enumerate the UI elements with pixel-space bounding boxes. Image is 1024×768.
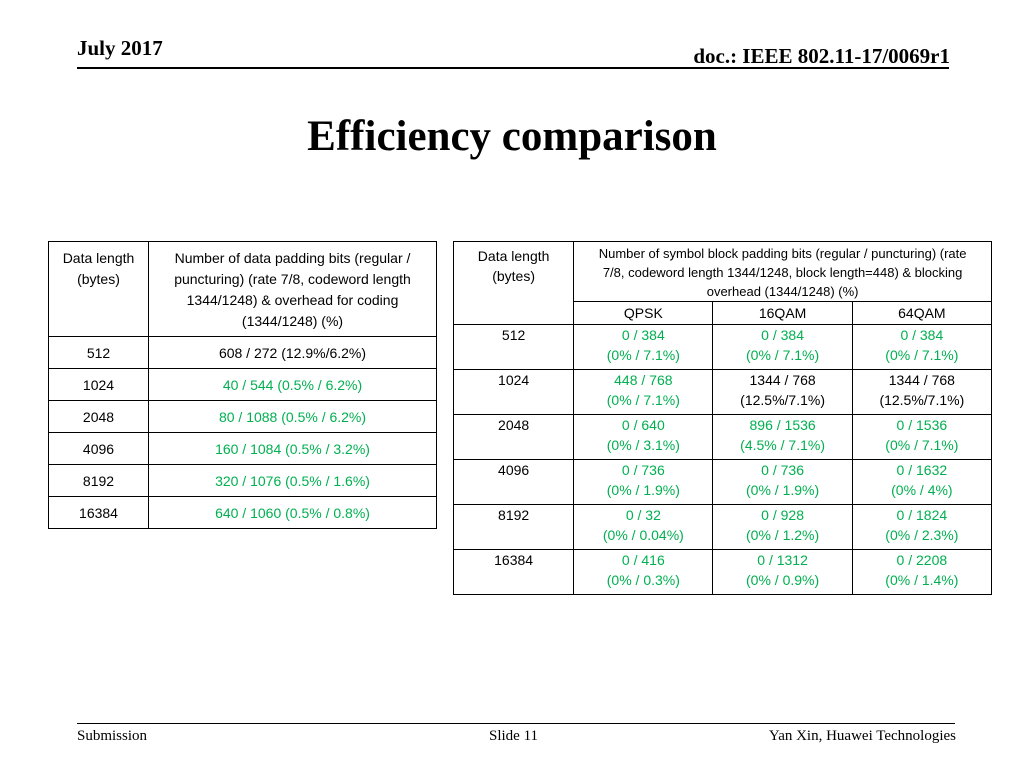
qpsk-cell [574,325,713,370]
64qam-cell [852,505,991,550]
header-qpsk: QPSK [574,302,713,325]
padding-bits: 0 / 1824 [896,507,948,523]
16qam-cell [713,460,852,505]
footer-slide-number: Slide 11 [489,728,539,744]
16qam-cell [713,505,852,550]
padding-bits: 0 / 1536 [896,417,948,433]
padding-bits: 0 / 736 [761,462,804,478]
data-length-cell: 4096 [49,433,149,465]
padding-value-cell: 40 / 544 (0.5% / 6.2%) [149,369,437,401]
data-length-cell: 2048 [49,401,149,433]
overhead-pct: (12.5%/7.1%) [879,392,965,408]
padding-bits: 0 / 384 [621,327,665,343]
header-date: July 2017 [77,36,163,60]
padding-bits: 0 / 416 [621,552,665,568]
16qam-cell [713,370,852,415]
overhead-pct: (0% / 2.3%) [885,527,959,543]
qpsk-cell [574,550,713,595]
overhead-pct: (0% / 1.4%) [885,572,959,588]
padding-value-cell: 160 / 1084 (0.5% / 3.2%) [149,433,437,465]
64qam-cell [852,325,991,370]
padding-value-cell: 608 / 272 (12.9%/6.2%) [149,337,437,369]
16qam-cell [713,325,852,370]
padding-bits: 0 / 384 [761,327,804,343]
64qam-cell [852,415,991,460]
overhead-pct: (0% / 1.2%) [746,527,820,543]
overhead-pct: (0% / 1.9%) [746,482,820,498]
padding-bits: 896 / 1536 [749,417,816,433]
symbol-block-padding-table [453,241,992,595]
data-length-cell: 1024 [454,370,574,415]
overhead-pct: (0% / 0.3%) [606,572,680,588]
data-length-cell: 1024 [49,369,149,401]
slide-title: Efficiency comparison [307,113,717,160]
padding-value-cell: 320 / 1076 (0.5% / 1.6%) [149,465,437,497]
padding-bits: 0 / 928 [761,507,804,523]
qpsk-cell [574,370,713,415]
padding-bits: 0 / 736 [621,462,665,478]
overhead-pct: (0% / 7.1%) [606,392,680,408]
table-row [454,460,992,505]
padding-bits: 1344 / 768 [888,372,955,388]
padding-bits: 0 / 32 [625,507,661,523]
overhead-pct: (4.5% / 7.1%) [740,437,825,453]
data-length-cell: 8192 [454,505,574,550]
qpsk-cell [574,415,713,460]
padding-bits: 0 / 1632 [896,462,948,478]
table-row [49,497,437,529]
padding-bits: 1344 / 768 [749,372,816,388]
overhead-pct: (0% / 7.1%) [885,437,959,453]
64qam-cell [852,460,991,505]
header-doc-id: doc.: IEEE 802.11-17/0069r1 [693,44,950,68]
data-length-cell: 4096 [454,460,574,505]
header-data-length: Data length (bytes) [49,242,149,337]
header-divider [77,67,949,69]
table-row [49,401,437,433]
padding-bits: 0 / 1312 [757,552,808,568]
table-row [49,465,437,497]
header-64qam: 64QAM [852,302,991,325]
overhead-pct: (0% / 7.1%) [746,347,820,363]
padding-bits: 0 / 640 [621,417,665,433]
data-length-cell: 2048 [454,415,574,460]
data-length-cell: 512 [49,337,149,369]
header-padding-bits: Number of data padding bits (regular / puncturing) (rate 7/8, codeword length 1344/1248) & overhead for coding (1344/1248) (%) [149,242,437,337]
header-data-length: Data length (bytes) [454,242,574,325]
table-row [454,325,992,370]
header-symbol-padding: Number of symbol block padding bits (regular / puncturing) (rate 7/8, codeword length 1344/1248, block length=448) & blocking overhead (1344/1248) (%) [574,242,992,302]
footer-author: Yan Xin, Huawei Technologies [768,728,956,744]
padding-value-cell: 640 / 1060 (0.5% / 0.8%) [149,497,437,529]
data-length-cell: 16384 [454,550,574,595]
padding-bits: 448 / 768 [614,372,673,388]
overhead-pct: (0% / 0.04%) [602,527,684,543]
padding-value-cell: 80 / 1088 (0.5% / 6.2%) [149,401,437,433]
table-header-row [454,242,992,302]
overhead-pct: (0% / 0.9%) [746,572,820,588]
data-length-cell: 16384 [49,497,149,529]
overhead-pct: (0% / 3.1%) [606,437,680,453]
qpsk-cell [574,505,713,550]
64qam-cell [852,550,991,595]
table-row [49,369,437,401]
overhead-pct: (0% / 1.9%) [606,482,680,498]
padding-bits: 0 / 2208 [896,552,948,568]
overhead-pct: (12.5%/7.1%) [740,392,825,408]
qpsk-cell [574,460,713,505]
table-header-row [49,242,437,337]
footer-divider [77,723,955,724]
16qam-cell [713,550,852,595]
header-16qam: 16QAM [713,302,852,325]
table-row [49,337,437,369]
overhead-pct: (0% / 7.1%) [606,347,680,363]
table-row [454,370,992,415]
footer-submission: Submission [77,728,148,744]
overhead-pct: (0% / 7.1%) [885,347,959,363]
table-row [454,415,992,460]
table-row [454,550,992,595]
data-length-cell: 512 [454,325,574,370]
padding-bits: 0 / 384 [900,327,944,343]
data-length-cell: 8192 [49,465,149,497]
16qam-cell [713,415,852,460]
table-row [49,433,437,465]
table-row [454,505,992,550]
64qam-cell [852,370,991,415]
overhead-pct: (0% / 4%) [891,482,953,498]
padding-bits-table [48,241,437,529]
